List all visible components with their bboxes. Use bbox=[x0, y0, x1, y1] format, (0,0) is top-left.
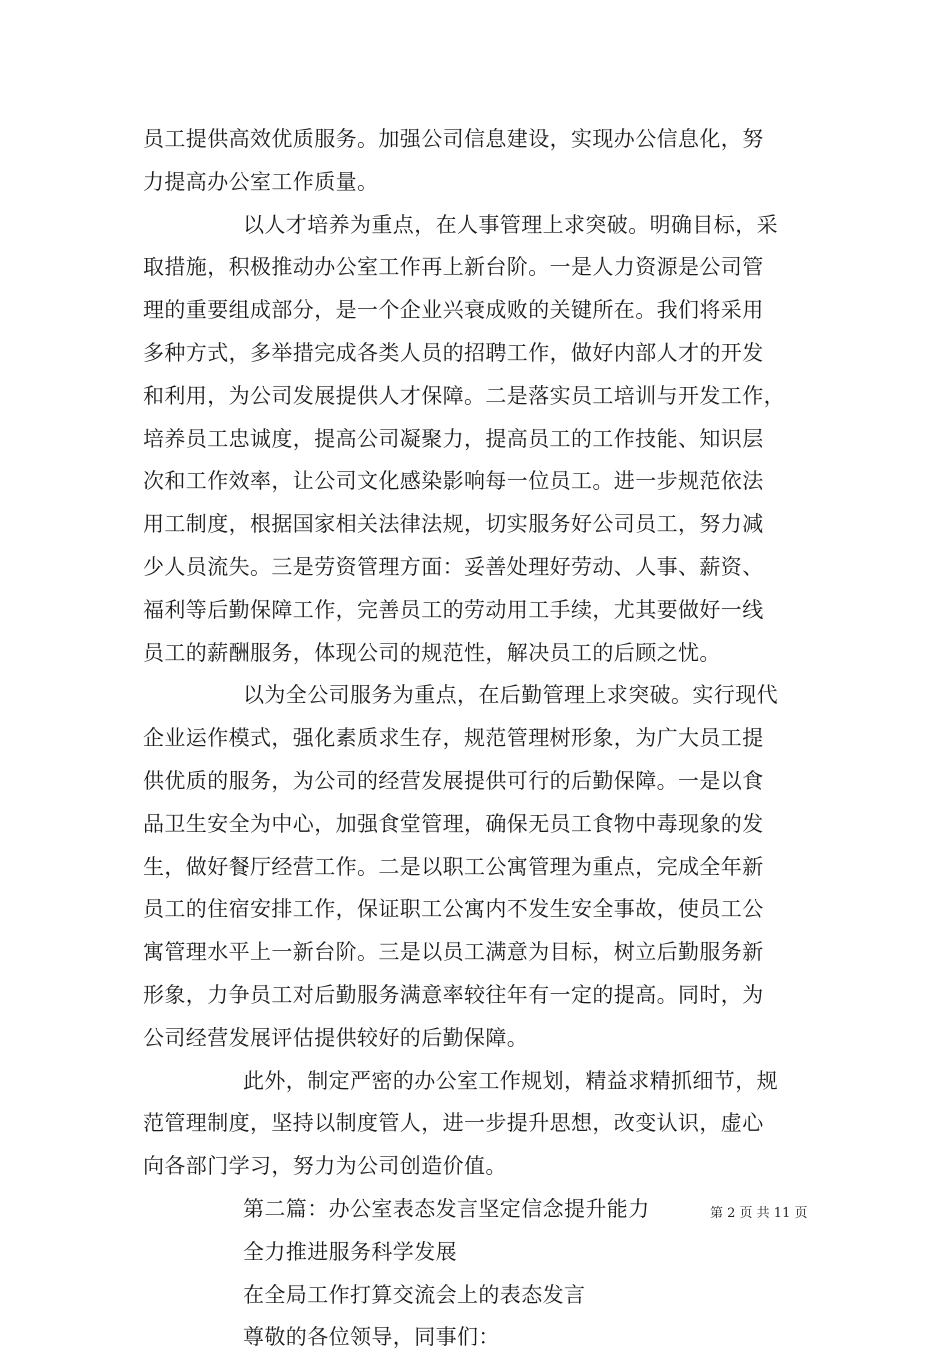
text-line: 福利等后勤保障工作，完善员工的劳动用工手续，尤其要做好一线 bbox=[143, 597, 764, 622]
paragraph-start-line: 此外，制定严密的办公室工作规划，精益求精抓细节，规 bbox=[243, 1068, 778, 1093]
text-line: 生，做好餐厅经营工作。二是以职工公寓管理为重点，完成全年新 bbox=[143, 854, 764, 879]
text-line: 范管理制度，坚持以制度管人，进一步提升思想，改变认识，虚心 bbox=[143, 1111, 764, 1136]
section-title-line: 第二篇：办公室表态发言坚定信念提升能力 bbox=[243, 1196, 650, 1221]
text-line: 和利用，为公司发展提供人才保障。二是落实员工培训与开发工作， bbox=[143, 383, 785, 408]
text-line: 次和工作效率，让公司文化感染影响每一位员工。进一步规范依法 bbox=[143, 469, 764, 494]
text-line: 用工制度，根据国家相关法律法规，切实服务好公司员工，努力减 bbox=[143, 512, 764, 537]
text-line: 供优质的服务，为公司的经营发展提供可行的后勤保障。一是以食 bbox=[143, 768, 764, 793]
salutation-line: 尊敬的各位领导，同事们： bbox=[243, 1325, 500, 1350]
text-line: 取措施，积极推动办公室工作再上新台阶。一是人力资源是公司管 bbox=[143, 255, 764, 280]
page-number-footer: 第 2 页 共 11 页 bbox=[710, 1206, 808, 1221]
text-line: 向各部门学习，努力为公司创造价值。 bbox=[143, 1154, 507, 1179]
section-subtitle-line: 全力推进服务科学发展 bbox=[243, 1239, 457, 1264]
text-line: 员工的薪酬服务，体现公司的规范性，解决员工的后顾之忧。 bbox=[143, 640, 721, 665]
text-line: 寓管理水平上一新台阶。三是以员工满意为目标，树立后勤服务新 bbox=[143, 940, 764, 965]
document-body bbox=[143, 118, 811, 1359]
speech-occasion-line: 在全局工作打算交流会上的表态发言 bbox=[243, 1282, 586, 1307]
text-line: 少人员流失。三是劳资管理方面：妥善处理好劳动、人事、薪资、 bbox=[143, 554, 764, 579]
text-line: 力提高办公室工作质量。 bbox=[143, 169, 379, 194]
text-line: 员工提供高效优质服务。加强公司信息建设，实现办公信息化，努 bbox=[143, 127, 764, 151]
text-line: 公司经营发展评估提供较好的后勤保障。 bbox=[143, 1025, 529, 1050]
paragraph-start-line: 以为全公司服务为重点，在后勤管理上求突破。实行现代 bbox=[243, 683, 778, 708]
paragraph-start-line: 以人才培养为重点，在人事管理上求突破。明确目标，采 bbox=[243, 212, 778, 237]
text-line: 多种方式，多举措完成各类人员的招聘工作，做好内部人才的开发 bbox=[143, 340, 764, 365]
text-line: 培养员工忠诚度，提高公司凝聚力，提高员工的工作技能、知识层 bbox=[143, 426, 764, 451]
text-line: 企业运作模式，强化素质求生存，规范管理树形象，为广大员工提 bbox=[143, 726, 764, 751]
text-line: 品卫生安全为中心，加强食堂管理，确保无员工食物中毒现象的发 bbox=[143, 811, 764, 836]
text-line: 员工的住宿安排工作，保证职工公寓内不发生安全事故，使员工公 bbox=[143, 897, 764, 922]
text-line: 形象，力争员工对后勤服务满意率较往年有一定的提高。同时，为 bbox=[143, 982, 764, 1007]
text-line: 理的重要组成部分，是一个企业兴衰成败的关键所在。我们将采用 bbox=[143, 298, 764, 323]
